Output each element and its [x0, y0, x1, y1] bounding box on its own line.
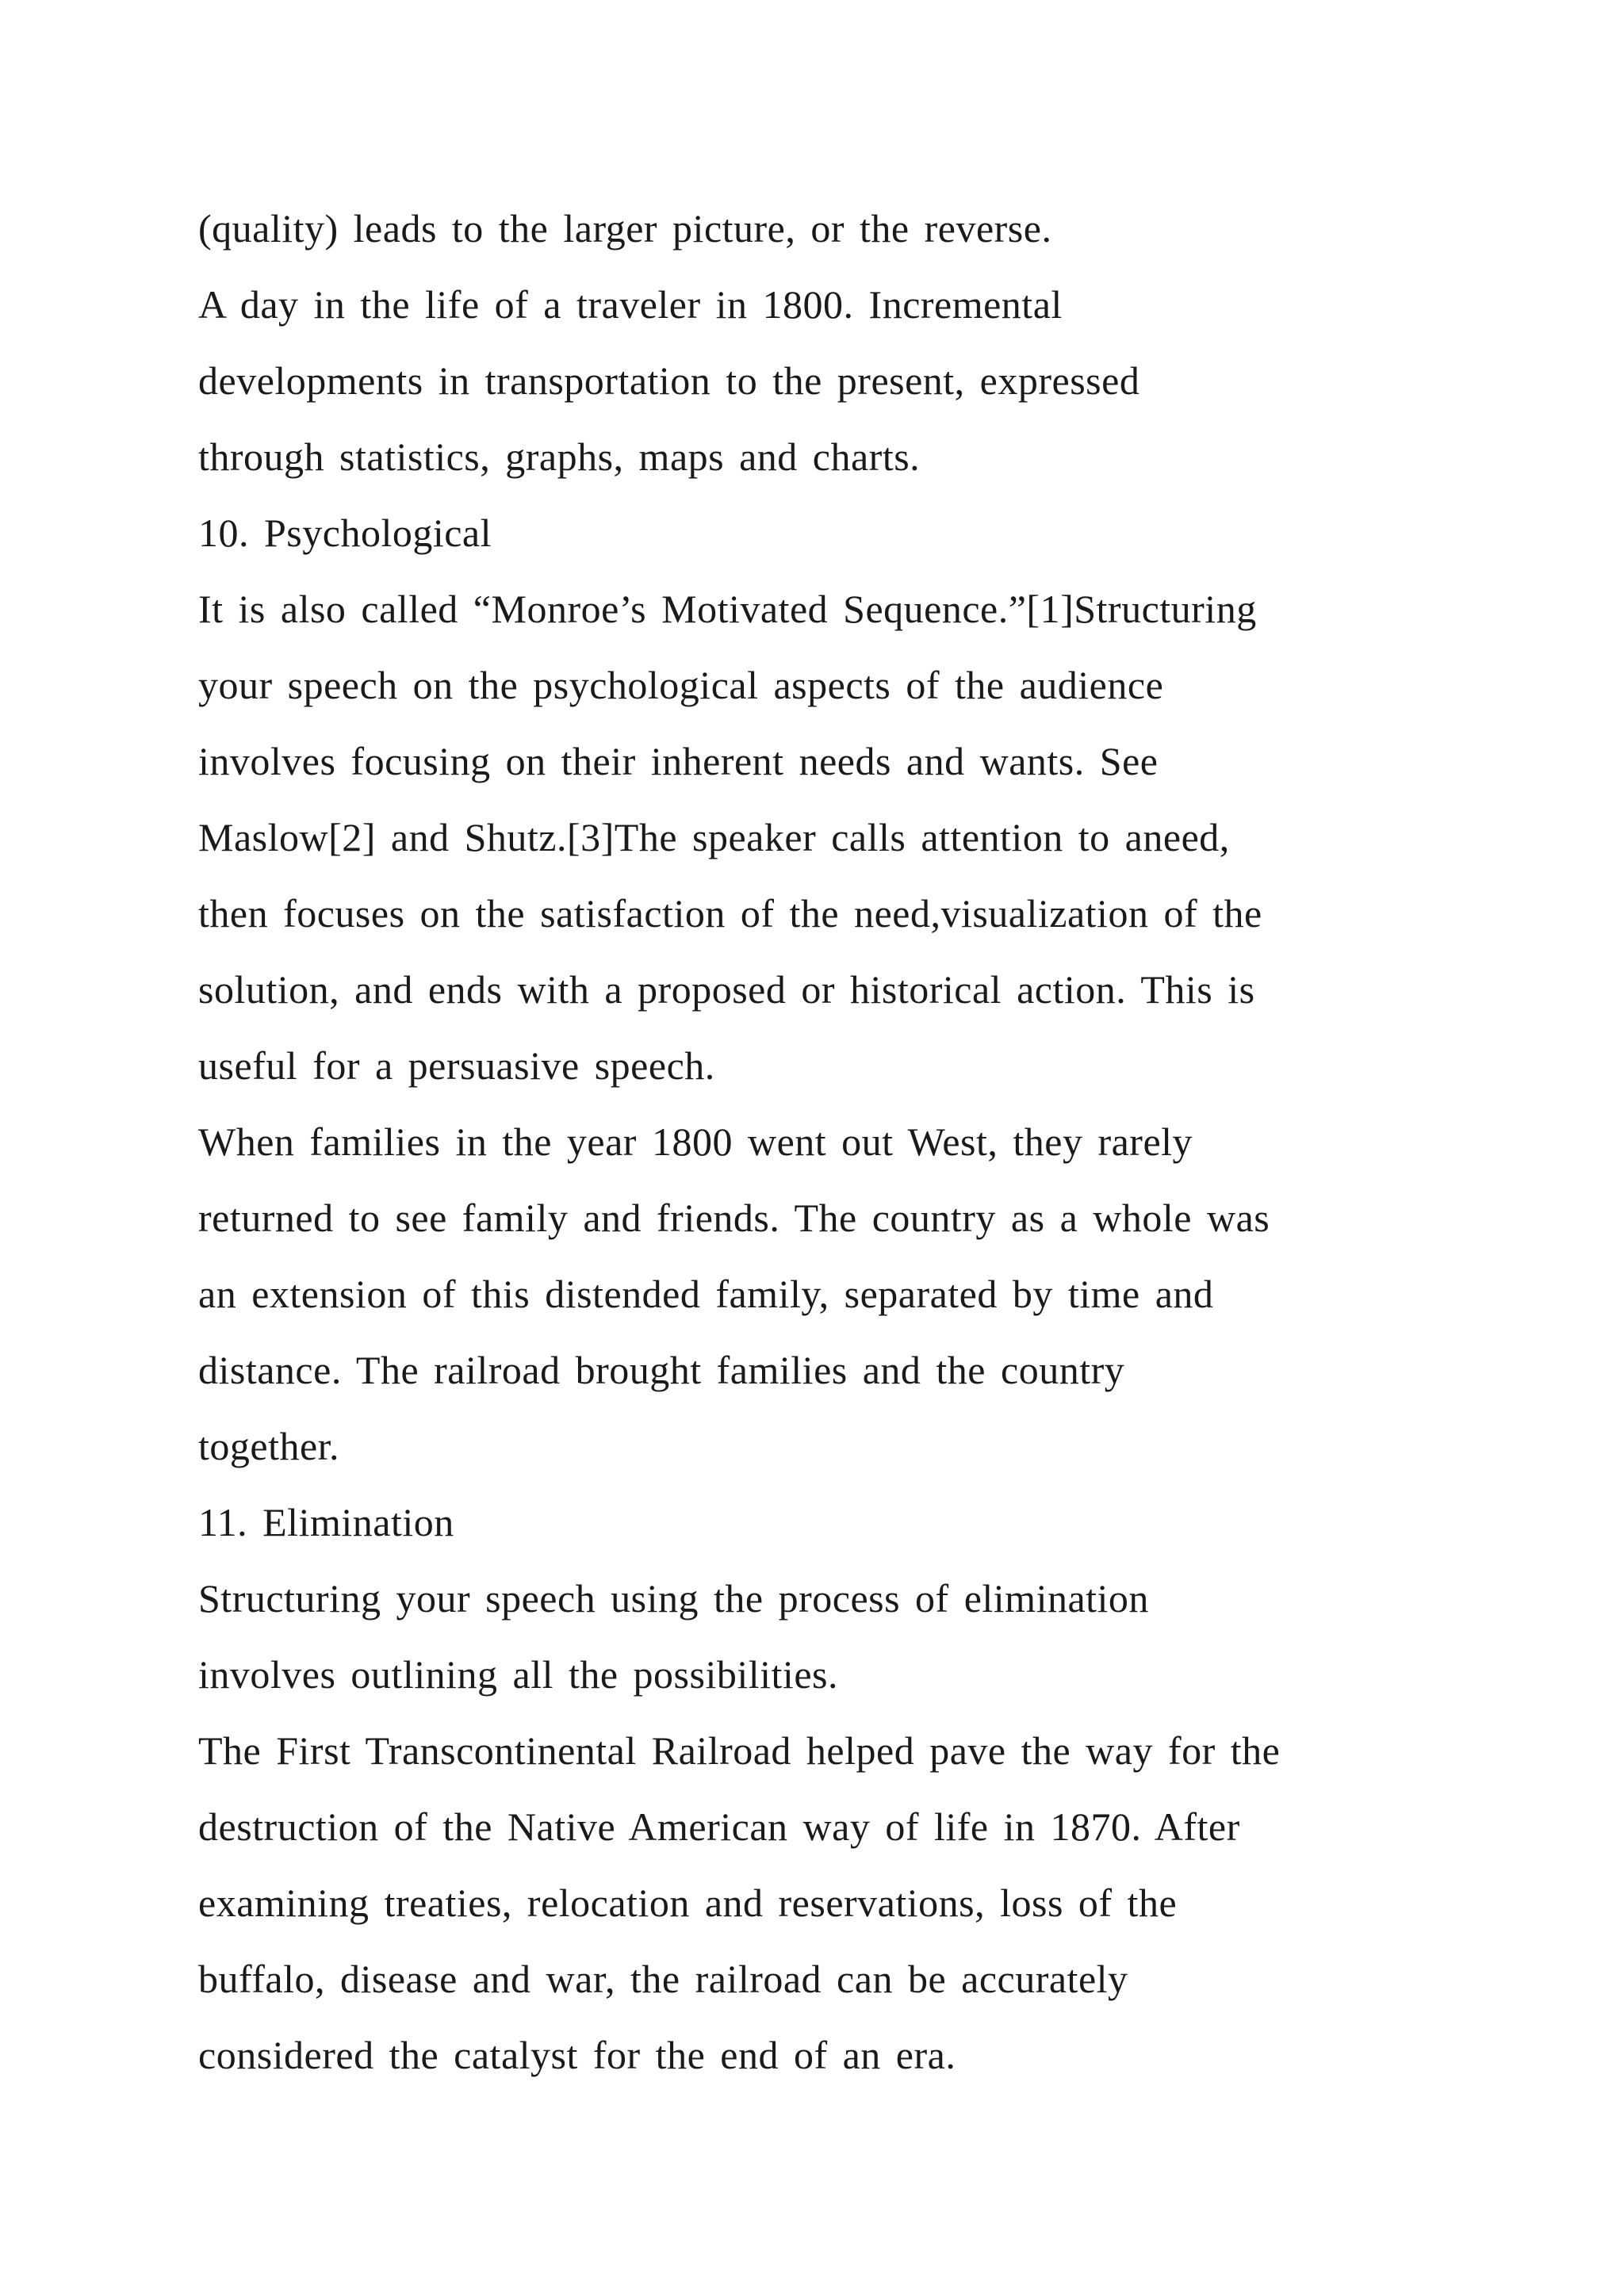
text-line: involves outlining all the possibilities.: [198, 1652, 838, 1697]
text-line: A day in the life of a traveler in 1800. Incremental: [198, 282, 1063, 327]
text-line: (quality) leads to the larger picture, or the reverse.: [198, 206, 1052, 251]
text-line: then focuses on the satisfaction of the need,visualization of the: [198, 891, 1262, 936]
text-line: returned to see family and friends. The country as a whole was: [198, 1196, 1270, 1240]
text-line: Maslow[2] and Shutz.[3]The speaker calls attention to aneed,: [198, 815, 1230, 859]
section-heading: 11. Elimination: [198, 1500, 454, 1544]
text-line: considered the catalyst for the end of an era.: [198, 2033, 956, 2077]
text-line: buffalo, disease and war, the railroad can be accurately: [198, 1957, 1128, 2001]
text-line: together.: [198, 1424, 340, 1468]
text-line: an extension of this distended family, separated by time and: [198, 1272, 1214, 1316]
text-line: destruction of the Native American way of life in 1870. After: [198, 1804, 1240, 1849]
text-line: The First Transcontinental Railroad helped pave the way for the: [198, 1728, 1281, 1773]
text-line: involves focusing on their inherent needs and wants. See: [198, 739, 1159, 783]
text-line: solution, and ends with a proposed or historical action. This is: [198, 967, 1255, 1012]
text-line: developments in transportation to the present, expressed: [198, 358, 1140, 403]
text-line: examining treaties, relocation and reservations, loss of the: [198, 1881, 1178, 1925]
text-line: useful for a persuasive speech.: [198, 1043, 715, 1088]
text-line: Structuring your speech using the process of elimination: [198, 1576, 1149, 1621]
document-body: [198, 190, 1467, 2093]
text-line: distance. The railroad brought families and the country: [198, 1348, 1125, 1392]
text-line: It is also called “Monroe’s Motivated Sequence.”[1]Structuring: [198, 587, 1257, 631]
section-heading: 10. Psychological: [198, 511, 492, 555]
text-line: your speech on the psychological aspects of the audience: [198, 663, 1164, 707]
text-line: When families in the year 1800 went out West, they rarely: [198, 1119, 1193, 1164]
text-line: through statistics, graphs, maps and charts.: [198, 434, 921, 479]
